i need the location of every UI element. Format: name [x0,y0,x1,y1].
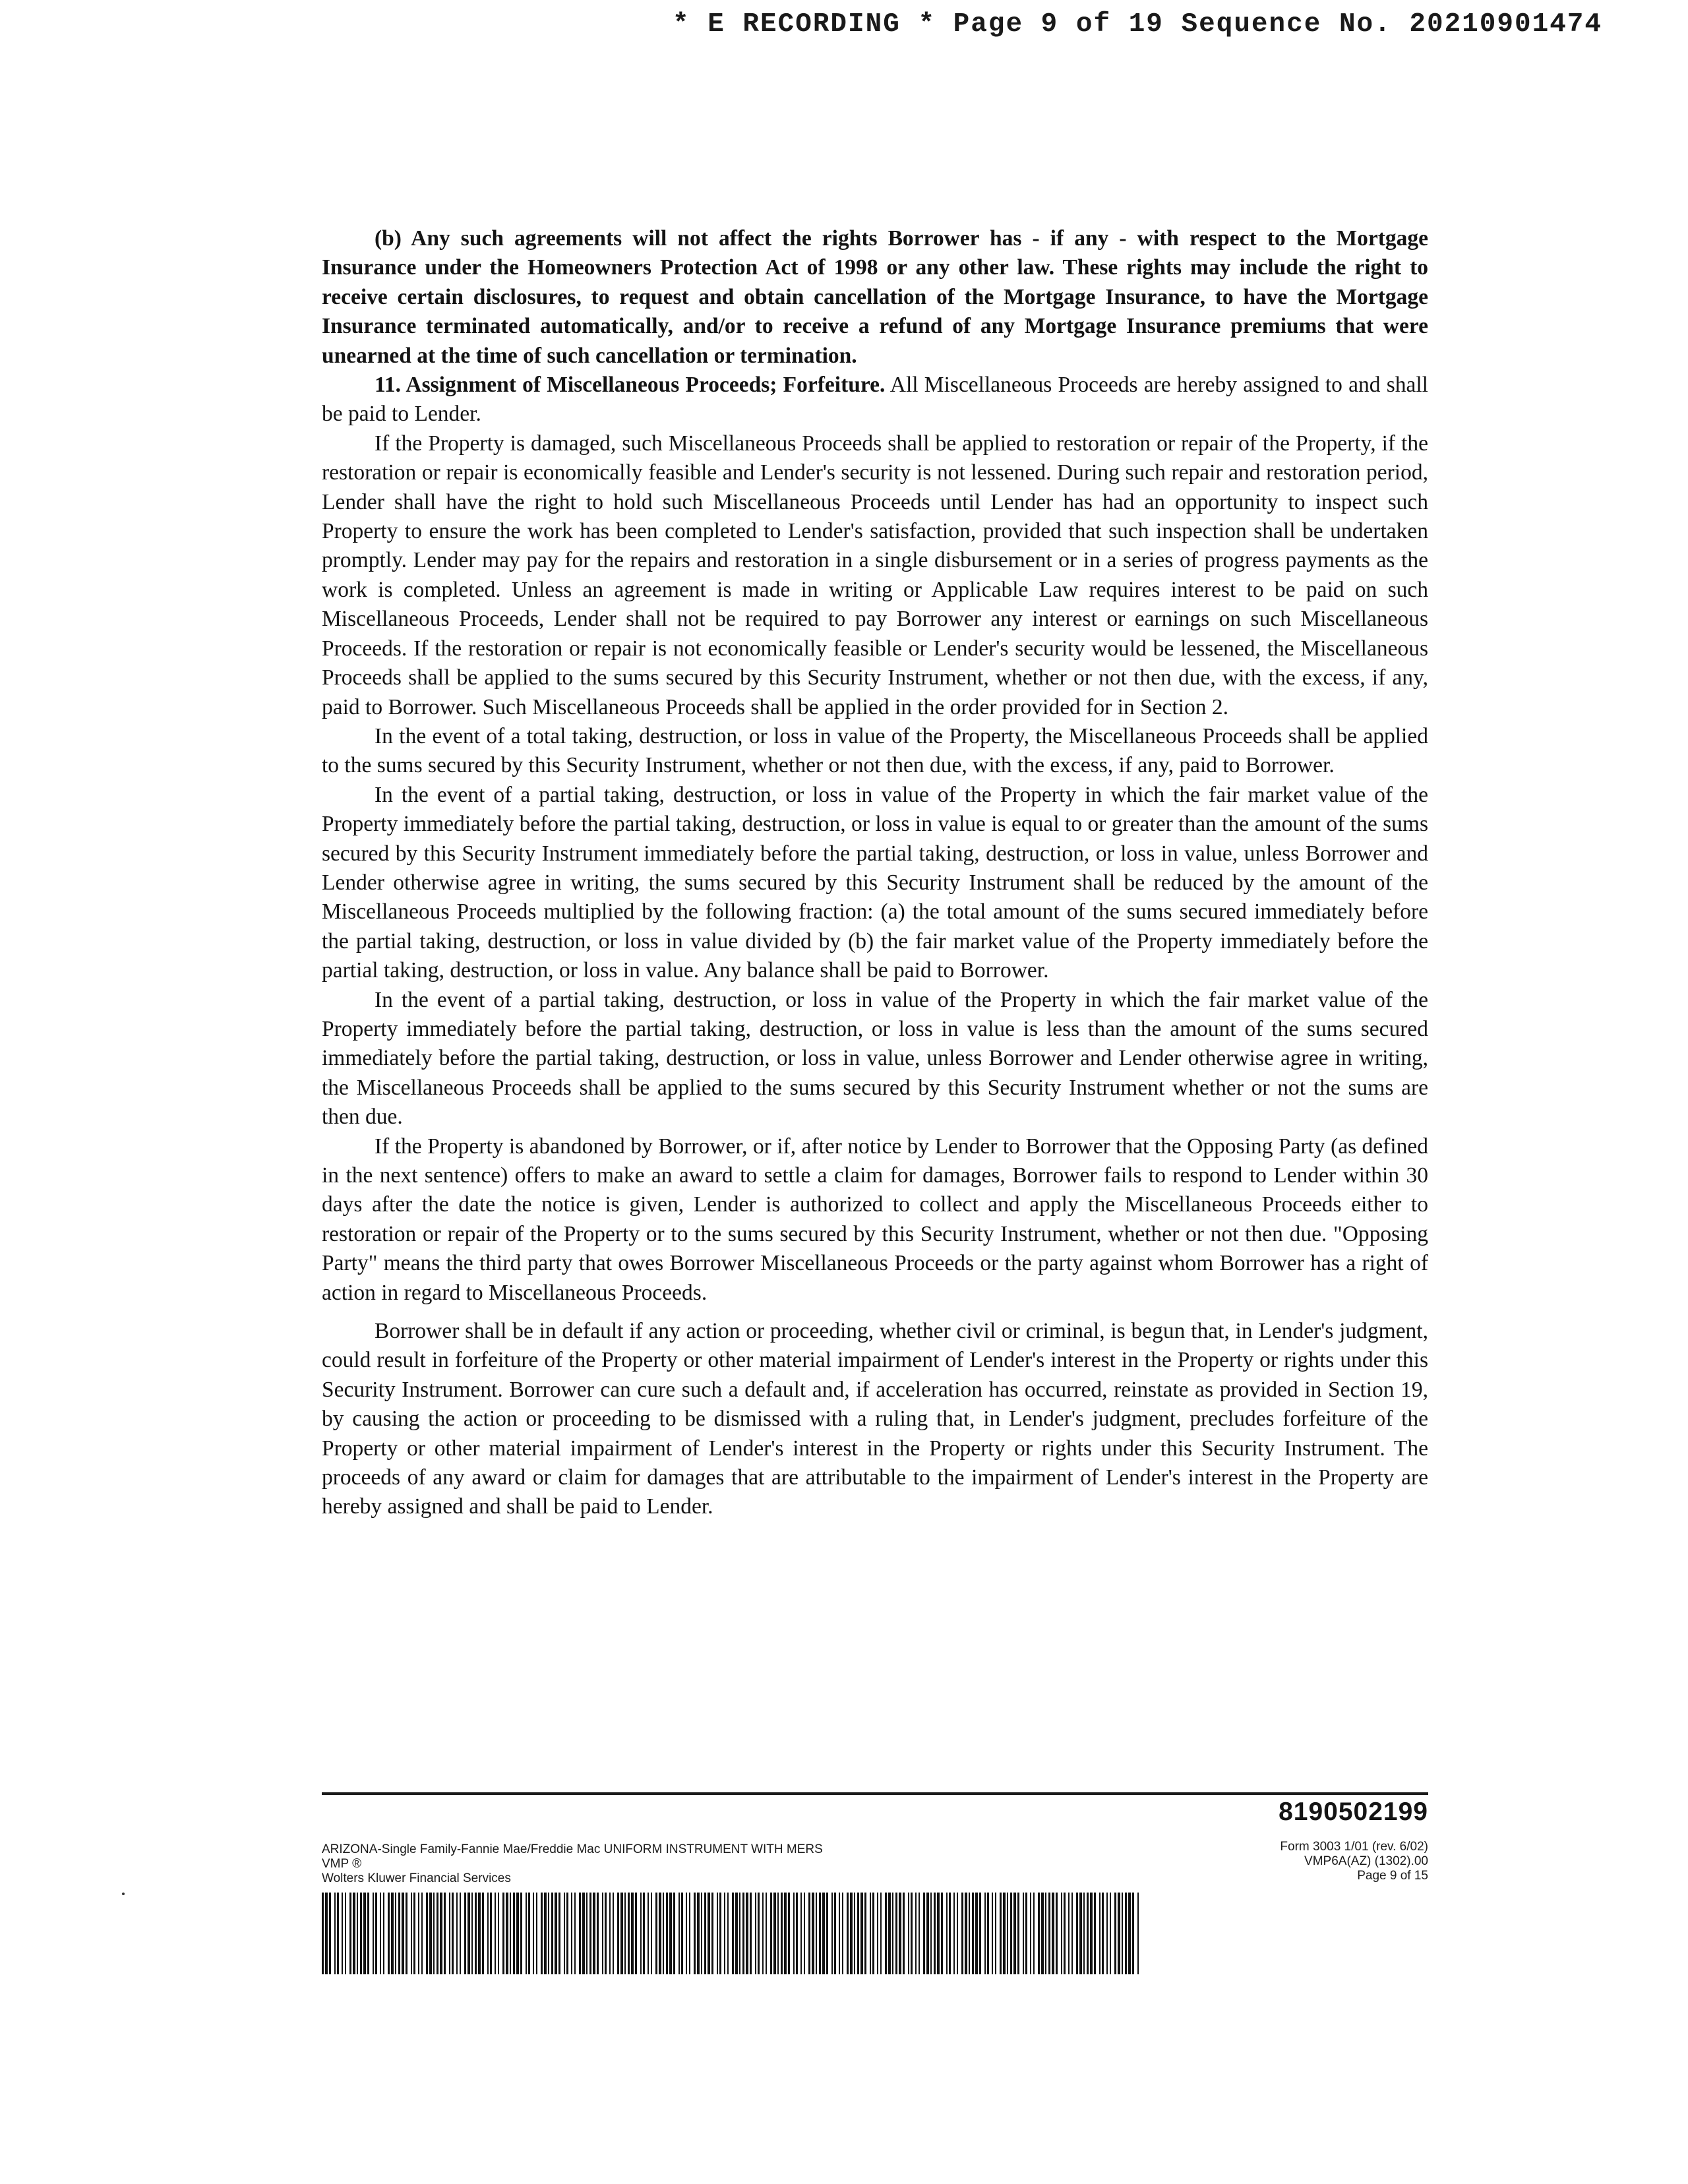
paragraph-borrower-default: Borrower shall be in default if any action or proceeding, whether civil or criminal, is begun that, in Lender's judgment, could result in forfeiture of the Property or other material impairment of Lender's interest in the Property or rights under this Security Instrument. Borrower can cure such a default and, if acceleration has occurred, reinstate as provided in Section 19, by causing the action or proceeding to be dismissed with a ruling that, in Lender's judgment, precludes forfeiture of the Property or other material impairment of Lender's interest in the Property or rights under this Security Instrument. The proceeds of any award or claim for damages that are attributable to the impairment of Lender's interest in the Property are hereby assigned and shall be paid to Lender. [322,1319,1428,1519]
paragraph-partial-taking-equal: In the event of a partial taking, destruction, or loss in value of the Property in which the fair market value of the Property immediately before the partial taking, destruction, or loss in value is equal to or greater than the amount of the sums secured by this Security Instrument immediately before the partial taking, destruction, or loss in value, unless Borrower and Lender otherwise agree in writing, the sums secured by this Security Instrument shall be reduced by the amount of the Miscellaneous Proceeds multiplied by the following fraction: (a) the total amount of the sums secured immediately before the partial taking, destruction, or loss in value divided by (b) the fair market value of the Property immediately before the partial taking, destruction, or loss in value. Any balance shall be paid to Borrower. [322,782,1428,983]
barcode-bar [1139,1893,1140,1974]
scan-speck [122,1893,125,1895]
vmp-mark: VMP ® [322,1857,362,1871]
recording-header: * E RECORDING * Page 9 of 19 Sequence No. 20210901474 [673,9,1603,40]
paragraph-property-abandoned: If the Property is abandoned by Borrower, or if, after notice by Lender to Borrower that the Opposing Party (as defined in the next sentence) offers to make an award to settle a claim for damages, Borrower fails to respond to Lender within 30 days after the date the notice is given, Lender is authorized to collect and apply the Miscellaneous Proceeds either to restoration or repair of the Property or to the sums secured by this Security Instrument, whether or not then due. "Opposing Party" means the third party that owes Borrower Miscellaneous Proceeds or the party against whom Borrower has a right of action in regard to Miscellaneous Proceeds. [322,1134,1428,1305]
page-of: Page 9 of 15 [1357,1869,1428,1883]
section-11-text: All Miscellaneous Proceeds are hereby assigned to and shall be paid to Lender. [322,373,1428,427]
document-barcode [322,1893,1147,1974]
loan-number: 8190502199 [1279,1798,1428,1826]
footer-divider [322,1792,1428,1795]
paragraph-total-taking: In the event of a total taking, destruction, or loss in value of the Property, the Miscellaneous Proceeds shall be applied to the sums secured by this Security Instrument, whether or not then due, with the excess, if any, paid to Borrower. [322,723,1428,778]
paragraph-property-damaged: If the Property is damaged, such Miscellaneous Proceeds shall be applied to restoration or repair of the Property, if the restoration or repair is economically feasible and Lender's security is not lessened. During such repair and restoration period, Lender shall have the right to hold such Miscellaneous Proceeds until Lender has had an opportunity to inspect such Property to ensure the work has been completed to Lender's satisfaction, provided that such inspection shall be undertaken promptly. Lender may pay for the repairs and restoration in a single disbursement or in a series of progress payments as the work is completed. Unless an agreement is made in writing or Applicable Law requires interest to be paid on such Miscellaneous Proceeds, Lender shall not be required to pay Borrower any interest or earnings on such Miscellaneous Proceeds. If the restoration or repair is not economically feasible or Lender's security would be lessened, the Miscellaneous Proceeds shall be applied to the sums secured by this Security Instrument, whether or not then due, with the excess, if any, paid to Borrower. Such Miscellaneous Proceeds shall be applied in the order provided for in Section 2. [322,431,1428,719]
paragraph-section-11 [322,371,1428,429]
form-number: Form 3003 1/01 (rev. 6/02) [1280,1840,1428,1854]
form-title: ARIZONA-Single Family-Fannie Mae/Freddie Mac UNIFORM INSTRUMENT WITH MERS [322,1842,823,1856]
paragraph-b-agreements: (b) Any such agreements will not affect the rights Borrower has - if any - with respect to the Mortgage Insurance under the Homeowners Protection Act of 1998 or any other law. These rights may include the right to receive certain disclosures, to request and obtain cancellation of the Mortgage Insurance, to have the Mortgage Insurance terminated automatically, and/or to receive a refund of any Mortgage Insurance premiums that were unearned at the time of such cancellation or termination. [322,226,1428,368]
footer-form-number [1099,1840,1428,1883]
section-11-heading: 11. Assignment of Miscellaneous Proceeds; Forfeiture. [375,373,886,398]
document-body [322,224,1428,1522]
paragraph-partial-taking-less: In the event of a partial taking, destruction, or loss in value of the Property in which the fair market value of the Property immediately before the partial taking, destruction, or loss in value is less than the amount of the sums secured immediately before the partial taking, destruction, or loss in value, unless Borrower and Lender otherwise agree in writing, the Miscellaneous Proceeds shall be applied to the sums secured by this Security Instrument whether or not the sums are then due. [322,987,1428,1130]
publisher-name: Wolters Kluwer Financial Services [322,1871,511,1885]
vmp-code: VMP6A(AZ) (1302).00 [1304,1854,1428,1868]
footer-form-info [322,1842,1113,1886]
